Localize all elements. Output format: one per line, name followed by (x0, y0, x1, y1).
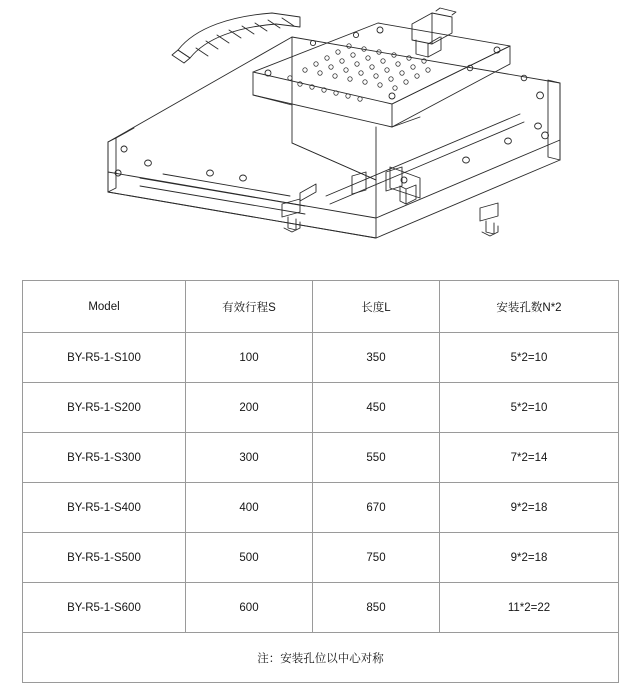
table-header-row (23, 281, 619, 333)
table-row (23, 433, 619, 483)
stage-drawing-svg (0, 0, 639, 258)
cell-length: 450 (313, 383, 440, 433)
left-end-cap (108, 128, 134, 192)
base-body (108, 37, 560, 238)
cell-mounting-holes: 9*2=18 (440, 533, 619, 583)
cell-length: 750 (313, 533, 440, 583)
rear-slab (253, 88, 420, 180)
cell-mounting-holes: 7*2=14 (440, 433, 619, 483)
column-header-length: 长度L (313, 281, 440, 333)
cell-length: 550 (313, 433, 440, 483)
table-note-row (23, 633, 619, 683)
cell-mounting-holes: 9*2=18 (440, 483, 619, 533)
cell-mounting-holes: 5*2=10 (440, 333, 619, 383)
cell-length: 670 (313, 483, 440, 533)
cell-model: BY-R5-1-S400 (23, 483, 186, 533)
column-header-stroke: 有效行程S (186, 281, 313, 333)
top-plate-hole-pattern (288, 44, 430, 101)
specification-table-container (22, 280, 618, 683)
cell-stroke: 400 (186, 483, 313, 533)
cell-stroke: 200 (186, 383, 313, 433)
base-side-holes (145, 123, 542, 181)
cell-model: BY-R5-1-S500 (23, 533, 186, 583)
cell-length: 850 (313, 583, 440, 633)
technical-drawing (0, 0, 639, 258)
linear-rail-front (140, 114, 524, 214)
table-row (23, 383, 619, 433)
specification-table (22, 280, 619, 683)
cable-carrier (172, 13, 300, 63)
cell-stroke: 100 (186, 333, 313, 383)
cell-model: BY-R5-1-S200 (23, 383, 186, 433)
center-bracket (390, 167, 420, 204)
rear-face-holes (310, 32, 526, 80)
cell-model: BY-R5-1-S300 (23, 433, 186, 483)
table-note: 注：安装孔位以中心对称 (23, 633, 619, 683)
table-row (23, 533, 619, 583)
cell-model: BY-R5-1-S100 (23, 333, 186, 383)
column-header-model: Model (23, 281, 186, 333)
cell-stroke: 600 (186, 583, 313, 633)
table-row (23, 583, 619, 633)
cell-length: 350 (313, 333, 440, 383)
limit-switch-right (480, 203, 498, 236)
cell-mounting-holes: 11*2=22 (440, 583, 619, 633)
column-header-mounting-holes: 安装孔数N*2 (440, 281, 619, 333)
cell-stroke: 500 (186, 533, 313, 583)
cell-model: BY-R5-1-S600 (23, 583, 186, 633)
table-row (23, 333, 619, 383)
cell-mounting-holes: 5*2=10 (440, 383, 619, 433)
table-row (23, 483, 619, 533)
cell-stroke: 300 (186, 433, 313, 483)
